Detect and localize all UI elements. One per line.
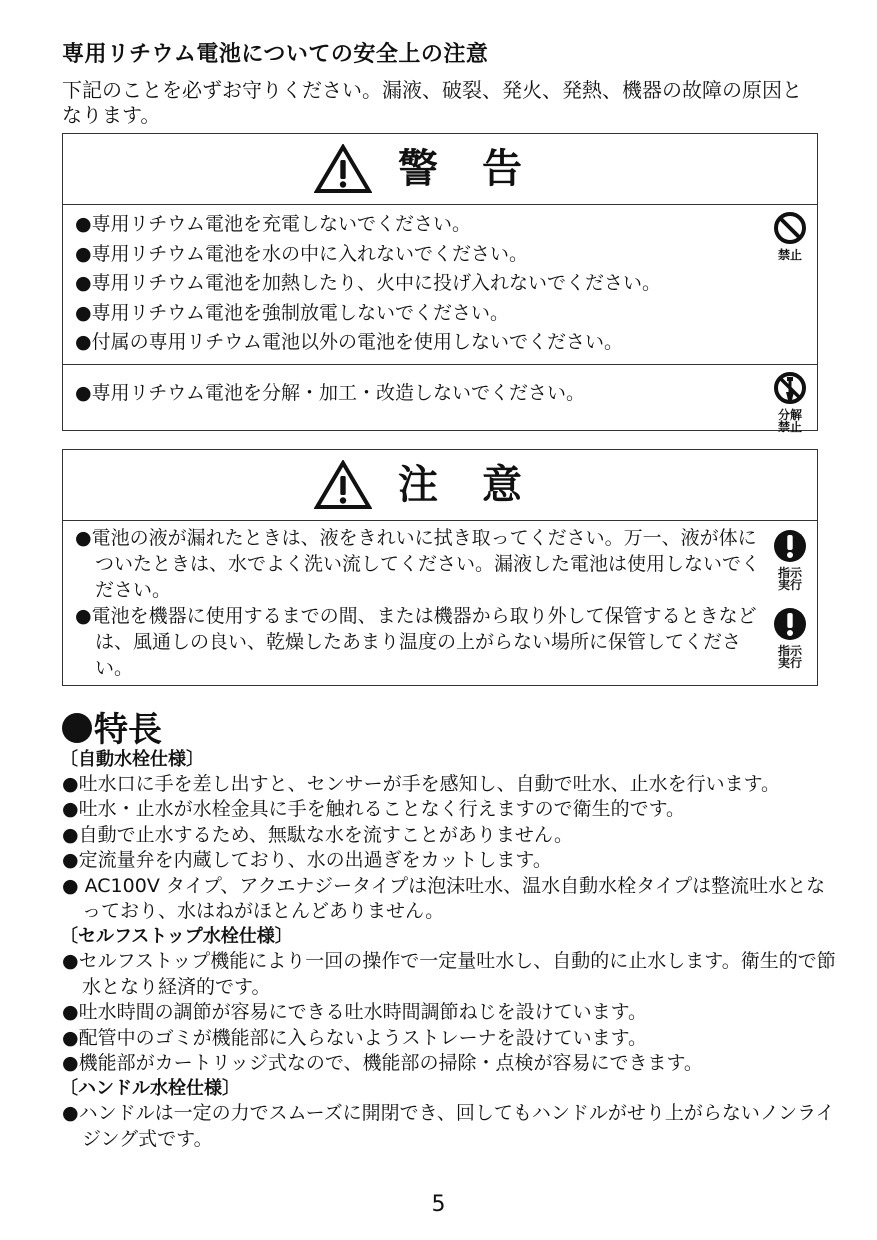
warning-item: ●専用リチウム電池を加熱したり、火中に投げ入れないでください。 bbox=[75, 272, 662, 294]
features-title-text: 特長 bbox=[94, 709, 162, 750]
document-page bbox=[60, 38, 836, 1152]
intro-text: 下記のことを必ずお守りください。漏液、破裂、発火、発熱、機器の故障の原因となります。 bbox=[62, 78, 802, 127]
mandatory-label-1: 指示 bbox=[777, 565, 802, 580]
warning-section-1 bbox=[63, 205, 817, 364]
no-disassembly-label-2: 禁止 bbox=[777, 419, 802, 434]
feature-item: ●吐水時間の調節が容易にできる吐水時間調節ねじを設けています。 bbox=[62, 1001, 648, 1024]
no-disassembly-label-1: 分解 bbox=[777, 407, 802, 422]
feature-item: ●定流量弁を内蔵しており、水の出過ぎをカットします。 bbox=[62, 849, 552, 872]
bullet-dot-icon bbox=[62, 713, 92, 743]
feature-group-heading: 〔自動水栓仕様〕 bbox=[60, 748, 204, 770]
feature-item: ●配管中のゴミが機能部に入らないようストレーナを設けています。 bbox=[62, 1026, 648, 1049]
feature-item: ●自動で止水するため、無駄な水を流すことがありません。 bbox=[62, 823, 573, 846]
caution-box bbox=[62, 449, 818, 686]
feature-group-heading: 〔ハンドル水栓仕様〕 bbox=[60, 1078, 240, 1100]
feature-item: ●機能部がカートリッジ式なので、機能部の掃除・点検が容易にできます。 bbox=[62, 1052, 703, 1075]
page-number: 5 bbox=[431, 1192, 446, 1217]
prohibition-symbol bbox=[771, 211, 809, 261]
caution-item: ●電池を機器に使用するまでの間、または機器から取り外して保管するときなどは、風通しの良い、乾燥したあまり温度の上がらない場所に保管してください。 bbox=[75, 604, 757, 679]
feature-item: ●吐水・止水が水栓金具に手を触れることなく行えますので衛生的です。 bbox=[62, 798, 686, 821]
caution-section bbox=[63, 521, 817, 685]
warning-triangle-icon bbox=[314, 144, 372, 194]
caution-header bbox=[63, 450, 817, 521]
mandatory-action-icon bbox=[773, 529, 807, 563]
feature-item: ●ハンドルは一定の力でスムーズに開閉でき、回してもハンドルがせり上がらないノンライジング式です。 bbox=[62, 1102, 835, 1150]
prohibition-label: 禁止 bbox=[777, 248, 802, 262]
mandatory-label-2: 実行 bbox=[777, 655, 802, 670]
mandatory-symbol bbox=[771, 529, 809, 591]
mandatory-label-1: 指示 bbox=[777, 643, 802, 658]
mandatory-action-icon bbox=[773, 607, 807, 641]
warning-item: ●専用リチウム電池を強制放電しないでください。 bbox=[75, 301, 510, 324]
prohibition-icon bbox=[773, 211, 807, 245]
feature-item: ●吐水口に手を差し出すと、センサーが手を感知し、自動で吐水、止水を行います。 bbox=[62, 772, 781, 795]
warning-item: ●専用リチウム電池を分解・加工・改造しないでください。 bbox=[75, 381, 586, 404]
caution-triangle-icon bbox=[314, 460, 372, 510]
warning-header bbox=[63, 134, 817, 205]
feature-item: ● AC100V タイプ、アクエナジータイプは泡沫吐水、温水自動水栓タイプは整流吐水となっており、水はねがほとんどありません。 bbox=[62, 874, 826, 923]
warning-section-2 bbox=[63, 364, 817, 434]
caution-item: ●電池の液が漏れたときは、液をきれいに拭き取ってください。万一、液が体についたときは、水でよく洗い流してください。漏液した電池は使用しないでください。 bbox=[75, 526, 761, 601]
no-disassembly-symbol bbox=[771, 371, 809, 433]
no-disassembly-icon bbox=[773, 371, 807, 405]
battery-safety-heading: 専用リチウム電池についての安全上の注意 bbox=[62, 42, 489, 67]
warning-box bbox=[62, 133, 818, 434]
warning-item: ●付属の専用リチウム電池以外の電池を使用しないでください。 bbox=[75, 331, 624, 353]
mandatory-label-2: 実行 bbox=[777, 577, 802, 592]
feature-item: ●セルフストップ機能により一回の操作で一定量吐水し、自動的に止水します。衛生的で節水となり経済的です。 bbox=[62, 950, 836, 998]
warning-item: ●専用リチウム電池を水の中に入れないでください。 bbox=[75, 242, 529, 265]
warning-item: ●専用リチウム電池を充電しないでください。 bbox=[75, 213, 472, 235]
warning-title: 警告 bbox=[398, 146, 566, 192]
feature-group-heading: 〔セルフストップ水栓仕様〕 bbox=[60, 926, 293, 948]
mandatory-symbol bbox=[771, 607, 809, 669]
caution-title: 注意 bbox=[398, 461, 566, 508]
features-title bbox=[62, 709, 820, 750]
